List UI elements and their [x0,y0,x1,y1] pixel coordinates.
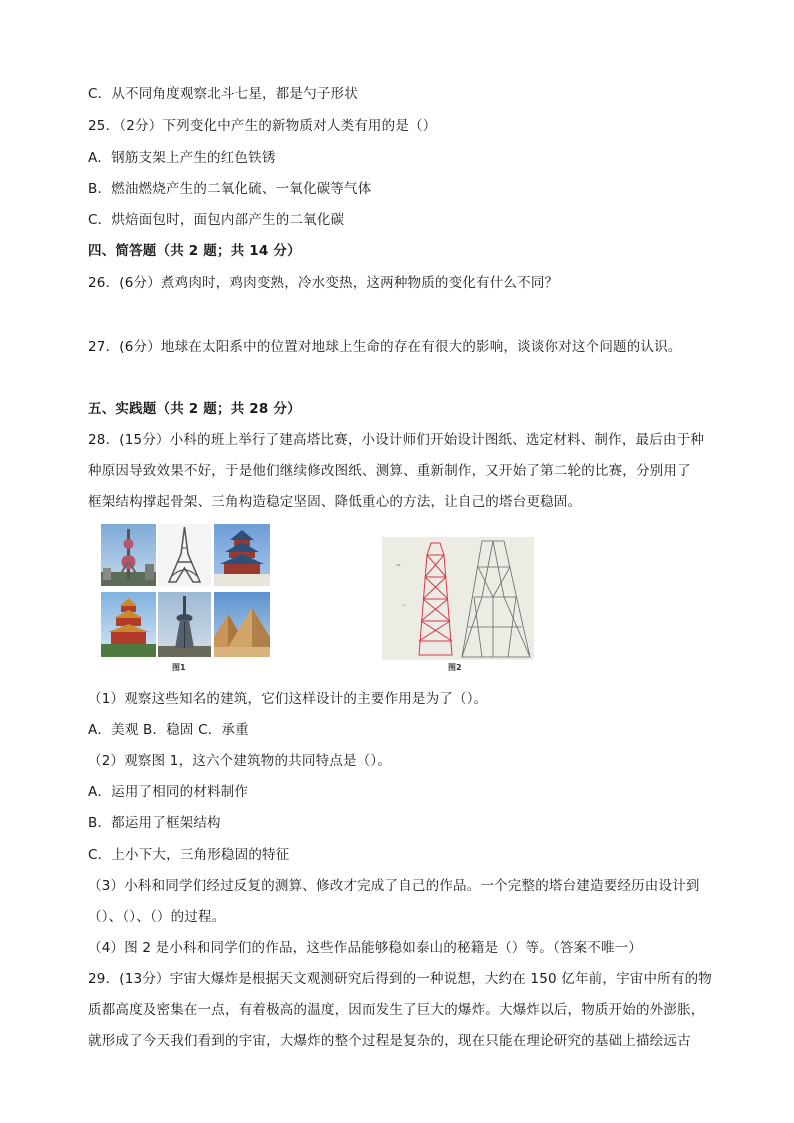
svg-text:~: ~ [402,602,408,609]
option-a-rust: A．钢筋支架上产生的红色铁锈 [88,150,276,166]
question-29-line-2: 质都高度及密集在一点，有着极高的温度，因而发生了巨大的爆炸。大爆炸以后，物质开始的外澎胀， [88,1002,705,1018]
oriental-pearl-tower-photo [101,524,156,586]
question-28-line-1: 28．(15分）小科的班上举行了建高塔比赛，小设计师们开始设计图纸、选定材料、制作，最后由于种 [88,432,705,448]
temple-of-heaven-photo [214,524,270,586]
question-28-part-4: （4）图 2 是小科和同学们的作品，这些作品能够稳如泰山的秘籍是（）等。（答案不唯一） [88,940,643,956]
eiffel-tower-photo [158,524,211,586]
option-c-triangle: C．上小下大，三角形稳固的特征 [88,847,290,863]
question-28-part-1: （1）观察这些知名的建筑，它们这样设计的主要作用是为了（）。 [88,691,488,707]
figure-1-caption: 图1 [172,663,186,672]
option-c-big-dipper: C．从不同角度观察北斗七星，都是勺子形状 [88,86,358,102]
question-26: 26．(6分）煮鸡肉时，鸡肉变熟，冷水变热，这两种物质的变化有什么不同？ [88,275,559,291]
option-a-materials: A．运用了相同的材料制作 [88,784,249,800]
question-27: 27．(6分）地球在太阳系中的位置对地球上生命的存在有很大的影响，谈谈你对这个问题的认识。 [88,339,682,355]
option-c-bread: C．烘焙面包时，面包内部产生的二氧化碳 [88,212,345,228]
question-28-line-2: 种原因导致效果不好，于是他们继续修改图纸、测算、重新制作，又开始了第二轮的比赛，分别用了 [88,463,691,479]
option-b-frame: B．都运用了框架结构 [88,815,221,831]
yellow-crane-tower-photo [101,592,156,657]
question-29-line-3: 就形成了今天我们看到的宇宙，大爆炸的整个过程是复杂的，现在只能在理论研究的基础上描绘远古 [88,1033,691,1049]
question-28-part-3-line-2: （）、（）、（）的过程。 [88,909,226,925]
question-28-part-3-line-1: （3）小科和同学们经过反复的测算、修改才完成了自己的作品。一个完整的塔台建造要经历由设计到 [88,878,700,894]
question-29-line-1: 29．(13分）宇宙大爆炸是根据天文观测研究后得到的一种说想，大约在 150 亿年前，宇宙中所有的物 [88,971,712,987]
question-28-part-1-options: A．美观 B．稳固 C．承重 [88,722,249,738]
section-5-heading: 五、实践题（共 2 题；共 28 分） [88,401,301,417]
question-28-part-2: （2）观察图 1，这六个建筑物的共同特点是（）。 [88,753,392,769]
option-b-fuel: B．燃油燃烧产生的二氧化硫、一氧化碳等气体 [88,181,372,197]
pyramids-photo [214,592,270,657]
tv-tower-photo [158,592,211,657]
tower-sketch-photo [382,537,534,660]
figure-2-caption: 图2 [448,663,462,672]
section-4-heading: 四、简答题（共 2 题；共 14 分） [88,243,301,259]
question-28-line-3: 框架结构撑起骨架、三角构造稳定坚固、降低重心的方法，让自己的塔台更稳固。 [88,494,582,510]
question-25: 25．（2分）下列变化中产生的新物质对人类有用的是（） [88,118,437,134]
svg-text:≈: ≈ [396,562,402,569]
